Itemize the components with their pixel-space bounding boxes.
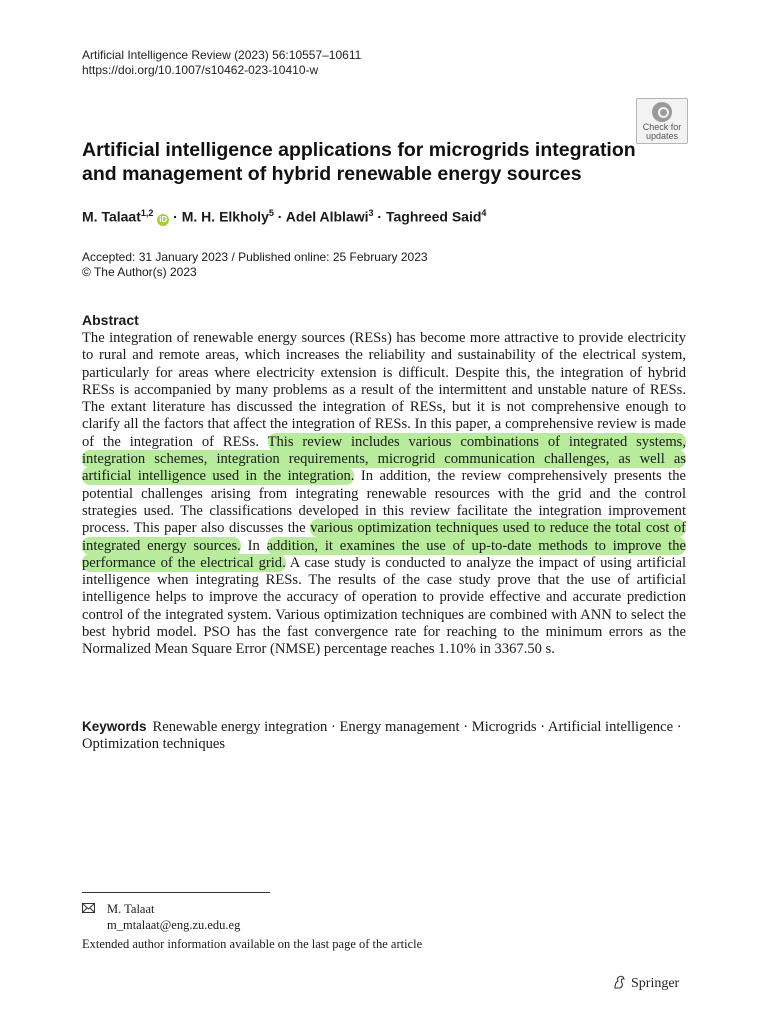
author-affiliation: 1,2	[140, 208, 154, 218]
author-name: M. Talaat	[82, 208, 141, 225]
accepted-published-line: Accepted: 31 January 2023 / Published online: 25 February 2023	[82, 250, 428, 264]
author-list	[82, 208, 486, 226]
author-name: M. H. Elkholy	[181, 208, 269, 225]
journal-header	[82, 48, 361, 78]
highlighted-text[interactable]: addition, it examines the use of up-to-date methods to improve the performance of the electrical grid.	[82, 537, 686, 571]
abstract-segment: In addition, the review comprehensively presents the potential challenges arising from integrating renewable resources with the grid and the control strategies used. The classifications developed in this review facilitate the integration improvement process. This paper also discusses the	[82, 468, 686, 537]
paper-title: Artificial intelligence applications for microgrids integration and management of hybrid renewable energy sources	[82, 139, 636, 185]
orcid-icon[interactable]: iD	[159, 214, 168, 224]
footnote-divider	[82, 892, 270, 893]
springer-horse-icon	[612, 975, 626, 989]
author-name: Adel Alblawi	[285, 208, 369, 225]
abstract-heading: Abstract	[82, 312, 139, 328]
publication-dates	[82, 250, 428, 280]
author-affiliation: 4	[481, 208, 487, 218]
author-affiliation: 5	[268, 208, 274, 218]
author-separator: ·	[273, 208, 286, 225]
publisher-logo[interactable]	[612, 975, 679, 992]
highlighted-text[interactable]: This review includes various combinations of integrated systems, integration schemes, integration requirements, microgrid communication challenges, as well as artificial intelligence used in the integration.	[82, 433, 686, 485]
check-updates-icon	[652, 102, 672, 122]
keywords-text: Renewable energy integration · Energy management · Microgrids · Artificial intelligence · Optimization techniques	[82, 719, 682, 753]
abstract-text	[82, 330, 686, 659]
corresponding-author-email[interactable]: m_mtalaat@eng.zu.edu.eg	[107, 918, 241, 932]
doi-link[interactable]: https://doi.org/10.1007/s10462-023-10410-w	[82, 63, 319, 77]
copyright-line: © The Author(s) 2023	[82, 265, 197, 279]
corresponding-author-name: M. Talaat	[107, 902, 155, 916]
journal-citation: Artificial Intelligence Review (2023) 56:10557–10611	[82, 48, 362, 62]
badge-line-1: Check for	[642, 122, 682, 132]
envelope-icon	[82, 901, 95, 917]
author-separator: ·	[373, 208, 386, 225]
author-name: Taghreed Said	[385, 208, 482, 225]
abstract-segment: The integration of renewable energy sources (RESs) has become more attractive to provide electricity to rural and remote areas, which increases the reliability and sustainability of the electrical system, particularly for areas where electricity extension is difficult. Despite this, the integration of hybrid RESs is accompanied by many problems as a result of the intermittent and unstable nature of RESs. The extant literature has discussed the integration of RESs, but it is not comprehensive enough to clarify all the factors that affect the integration of RESs. In this paper, a comprehensive review is made of the integration of RESs.	[82, 330, 686, 450]
abstract-segment: A case study is conducted to analyze the impact of using artificial intelligence when integrating RESs. The results of the case study prove that the use of artificial intelligence helps to improve the accuracy of operation to provide effective and accurate prediction control of the integrated system. Various optimization techniques are combined with ANN to select the best hybrid model. PSO has the fast convergence rate for reaching to the minimum errors as the Normalized Mean Square Error (NMSE) percentage reaches 1.10% in 3367.50 s.	[82, 554, 686, 658]
extended-author-note: Extended author information available on the last page of the article	[82, 937, 423, 951]
correspondence-block	[82, 901, 240, 933]
highlighted-text[interactable]: various optimization techniques used to reduce the total cost of integrated energy sources.	[82, 520, 686, 554]
keywords-label: Keywords	[82, 719, 147, 734]
abstract-segment: In	[240, 537, 267, 554]
check-for-updates-badge[interactable]	[636, 98, 688, 144]
author-separator: ·	[169, 208, 182, 225]
publisher-name: Springer	[631, 976, 680, 991]
keywords-section	[82, 718, 686, 754]
badge-line-2: updates	[645, 131, 679, 141]
author-affiliation: 3	[368, 208, 374, 218]
